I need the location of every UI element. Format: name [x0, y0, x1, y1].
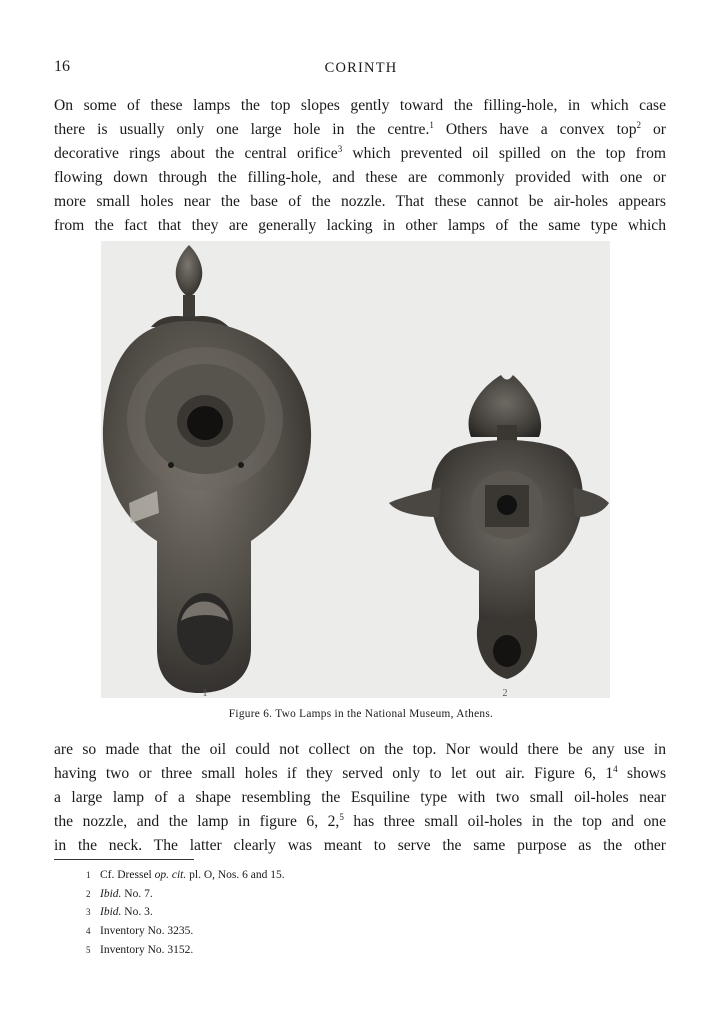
- text-line: in the neck. The latter clearly was meant to serve the same purpose as the other: [54, 837, 666, 855]
- figure-number-left: 1: [202, 688, 208, 698]
- text-line: a large lamp of a shape resembling the Esquiline type with two small oil-holes near: [54, 789, 666, 807]
- text-line: decorative rings about the central orifice$^3$ which prevented oil spilled on the top from: [54, 144, 666, 163]
- text-line: are so made that the oil could not collect on the top. Nor would there be any use in: [54, 741, 666, 758]
- text-line: having two or three small holes if they served only to let out air. Figure 6, $1^4$ shows: [54, 763, 667, 783]
- text-line: the nozzle, and the lamp in figure 6, 2,$^5$ has three small oil-holes in the top and one: [54, 812, 667, 831]
- footnote: 2 Ibid. No. 7.: [86, 887, 153, 900]
- footnote: 1 Cf. Dressel op. cit. pl. O, Nos. 6 and 15.: [86, 869, 285, 881]
- text-line: On some of these lamps the top slopes gently toward the filling-hole, in which case: [54, 97, 666, 114]
- footnote-ref: 4: [613, 763, 618, 774]
- figure-photograph: [101, 241, 610, 698]
- footnote-divider: [54, 859, 194, 860]
- text-line: more small holes near the base of the nozzle. That these cannot be air-holes appears: [54, 193, 666, 211]
- text-line: there is usually only one large hole in the centre.$^1$ Others have a convex top$^2$ or: [54, 119, 666, 139]
- footnote: 3 Ibid. No. 3.: [86, 906, 153, 919]
- figure-caption: Figure 6. Two Lamps in the National Museum, Athens.: [228, 708, 494, 720]
- footnote-ref: 3: [337, 144, 343, 154]
- footnotes: [86, 866, 285, 960]
- running-head: CORINTH: [324, 60, 398, 76]
- text-line: flowing down through the filling-hole, and these are commonly provided with one or: [54, 169, 666, 187]
- page-number: 16: [54, 58, 70, 75]
- paragraph-2: [54, 738, 666, 858]
- footnote-ref: 5: [339, 812, 344, 823]
- footnote: 4 Inventory No. 3235.: [86, 925, 194, 938]
- footnote-ref: 1: [429, 119, 434, 130]
- text-line: from the fact that they are generally lacking in other lamps of the same type which: [54, 217, 666, 235]
- footnote: 5 Inventory No. 3152.: [86, 943, 194, 956]
- paragraph-1: [54, 94, 666, 239]
- footnote-ref: 2: [636, 119, 642, 130]
- figure-number-right: 2: [502, 688, 508, 698]
